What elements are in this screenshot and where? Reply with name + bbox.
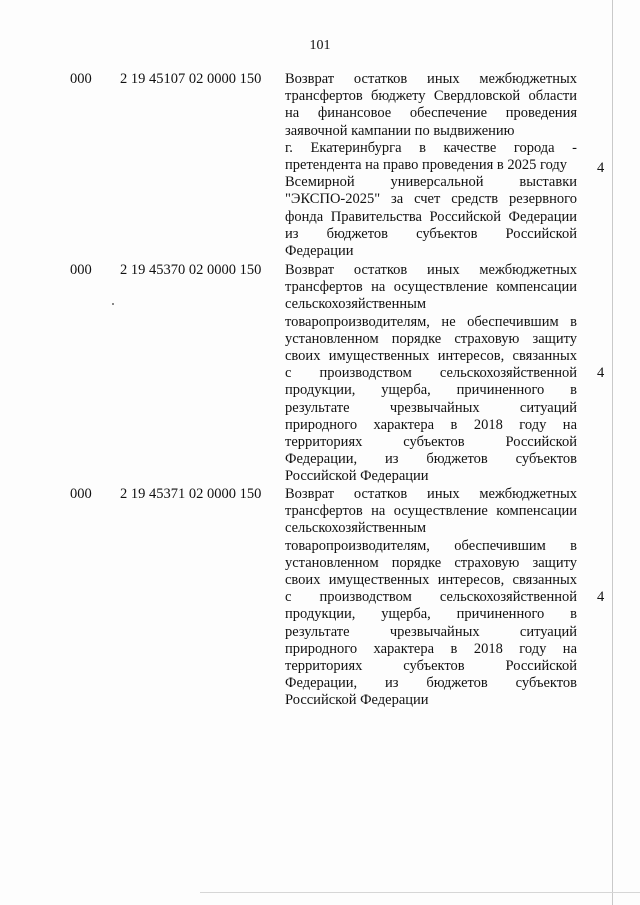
description-line: территориях субъектов Российской [285, 433, 577, 450]
description-line: Возврат остатков иных межбюджетных [285, 486, 577, 502]
description-line: Федерации [285, 242, 354, 259]
description-line: продукции, ущерба, причиненного в [285, 382, 577, 399]
description-line: Российской Федерации [285, 468, 429, 485]
description-line: на финансовое обеспечение проведения [285, 105, 577, 122]
description-line: своих имущественных интересов, связанных [285, 347, 577, 364]
admin-code: 000 [70, 71, 92, 87]
amount: 4 [597, 589, 605, 605]
description-line: сельскохозяйственным [285, 296, 427, 313]
description-line: Возврат остатков иных межбюджетных [285, 71, 577, 87]
description-line: трансфертов на осуществление компенсации [285, 503, 577, 520]
admin-code: 000 [70, 262, 92, 278]
scan-edge-line [612, 0, 613, 905]
description-line: установленном порядке страховую защиту [285, 554, 577, 571]
row-description [285, 71, 577, 260]
description-line: фонда Правительства Российской Федерации [285, 208, 577, 225]
description-line: природного характера в 2018 году на [285, 640, 577, 657]
budget-classification-code: 2 19 45370 02 0000 150 [120, 262, 262, 278]
description-line: результате чрезвычайных ситуаций [285, 623, 577, 640]
description-line: товаропроизводителям, не обеспечившим в [285, 313, 577, 330]
description-line: трансфертов на осуществление компенсации [285, 279, 577, 296]
description-line: претендента на право проведения в 2025 году [285, 156, 568, 173]
description-line: товаропроизводителям, обеспечившим в [285, 537, 577, 554]
description-line: с производством сельскохозяйственной [285, 365, 577, 382]
description-line: "ЭКСПО-2025" за счет средств резервного [285, 191, 577, 208]
description-line: своих имущественных интересов, связанных [285, 571, 577, 588]
description-line: Федерации, из бюджетов субъектов [285, 675, 577, 692]
description-line: из бюджетов субъектов Российской [285, 225, 577, 242]
description-line: результате чрезвычайных ситуаций [285, 399, 577, 416]
description-line: продукции, ущерба, причиненного в [285, 606, 577, 623]
row-description [285, 262, 577, 485]
description-line: Российской Федерации [285, 692, 429, 709]
admin-code: 000 [70, 486, 92, 502]
description-line: трансфертов бюджету Свердловской области [285, 88, 577, 105]
description-line: территориях субъектов Российской [285, 657, 577, 674]
budget-classification-code: 2 19 45107 02 0000 150 [120, 71, 262, 87]
description-line: Возврат остатков иных межбюджетных [285, 262, 577, 278]
description-line: установленном порядке страховую защиту [285, 330, 577, 347]
description-line: заявочной кампании по выдвижению [285, 122, 515, 139]
amount: 4 [597, 160, 605, 176]
scan-speck [112, 303, 114, 305]
description-line: Всемирной универсальной выставки [285, 174, 577, 191]
amount: 4 [597, 365, 605, 381]
description-line: с производством сельскохозяйственной [285, 589, 577, 606]
budget-classification-code: 2 19 45371 02 0000 150 [120, 486, 262, 502]
description-line: сельскохозяйственным [285, 520, 427, 537]
description-line: г. Екатеринбурга в качестве города - [285, 139, 577, 156]
page-number: 101 [309, 38, 331, 53]
scan-bottom-line [200, 892, 640, 893]
row-description [285, 486, 577, 709]
description-line: природного характера в 2018 году на [285, 416, 577, 433]
description-line: Федерации, из бюджетов субъектов [285, 451, 577, 468]
